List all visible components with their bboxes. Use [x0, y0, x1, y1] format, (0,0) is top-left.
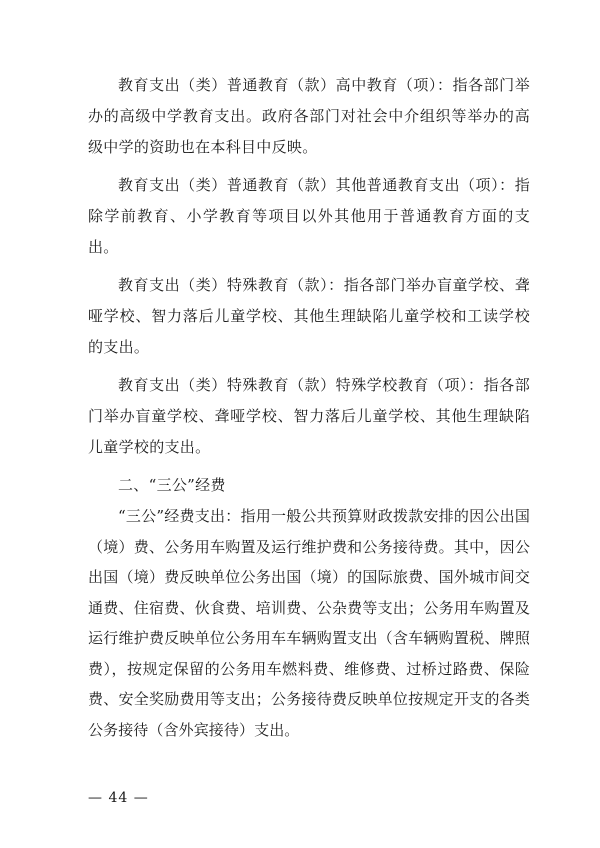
paragraph-special-school-education: 教育支出（类）特殊教育（款）特殊学校教育（项）：指各部门举办盲童学校、聋哑学校、智力落后儿童学校、其他生理缺陷儿童学校的支出。 [88, 376, 530, 456]
page-content [88, 70, 530, 752]
paragraph-special-education: 教育支出（类）特殊教育（款）：指各部门举办盲童学校、聋哑学校、智力落后儿童学校、其他生理缺陷儿童学校和工读学校的支出。 [88, 276, 530, 356]
section-heading-three-public-expenses: 二、“三公”经费 [118, 476, 226, 494]
paragraph-high-school-education: 教育支出（类）普通教育（款）高中教育（项）：指各部门举办的高级中学教育支出。政府各部门对社会中介组织等举办的高级中学的资助也在本科目中反映。 [88, 76, 530, 156]
paragraph-three-public-expenses: “三公”经费支出：指用一般公共预算财政拨款安排的因公出国（境）费、公务用车购置及运行维护费和公务接待费。其中，因公出国（境）费反映单位公务出国（境）的国际旅费、国外城市间交通费、住宿费、伙食费、培训费、公杂费等支出；公务用车购置及运行维护费反映单位公务用车车辆购置支出（含车辆购置税、牌照费），按规定保留的公务用车燃料费、维修费、过桥过路费、保险费、安全奖励费用等支出；公务接待费反映单位按规定开支的各类公务接待（含外宾接待）支出。 [88, 507, 530, 739]
paragraph-other-general-education: 教育支出（类）普通教育（款）其他普通教育支出（项）：指除学前教育、小学教育等项目以外其他用于普通教育方面的支出。 [88, 176, 530, 256]
page-number: — 44 — [88, 790, 149, 806]
